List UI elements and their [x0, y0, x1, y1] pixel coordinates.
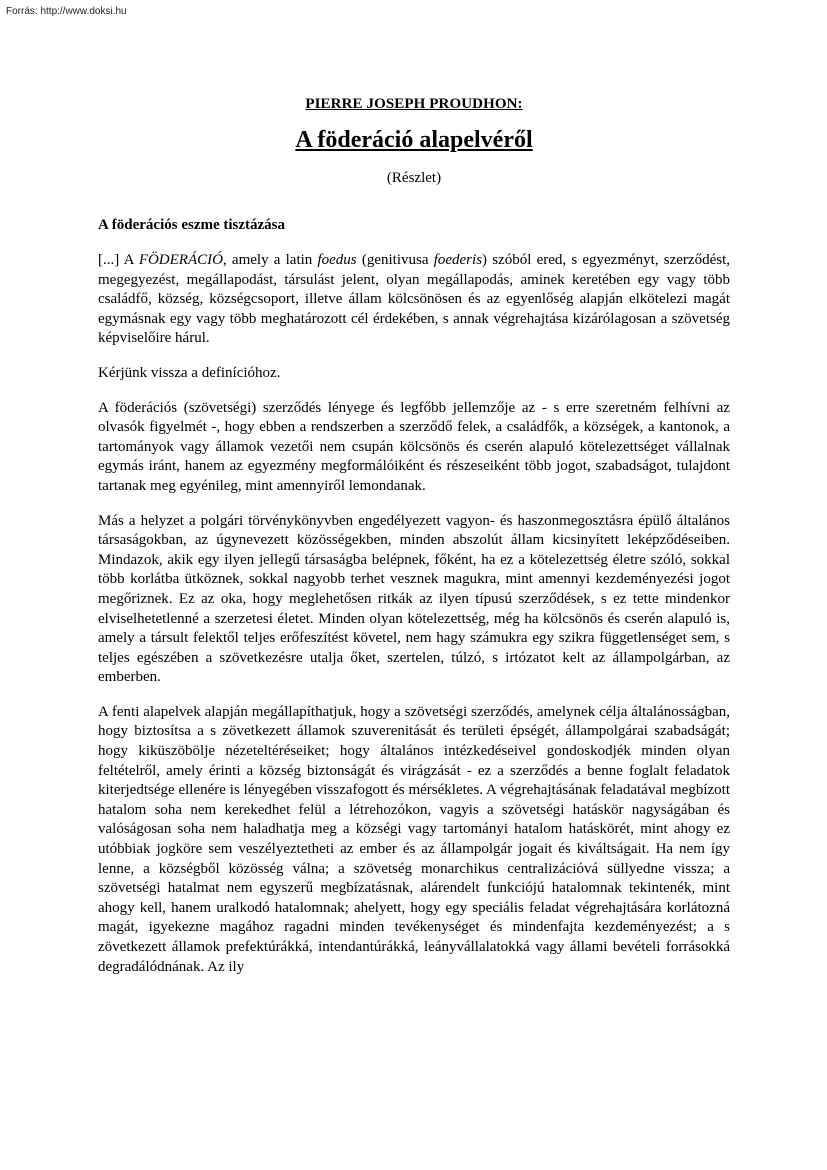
paragraph-1 [98, 251, 730, 349]
paragraph-5: A fenti alapelvek alapján megállapíthatjuk, hogy a szövetségi szerződés, amelynek célja általánosságban, hogy biztosítsa a s zövetkezett államok szuverenitását és területi épségét, állampolgárai szabadságát; hogy kiküszöbölje nézeteltéréseiket; hogy általános intézkedéseivel gondoskodjék minden olyan feltételről, amely érinti a község biztonságát és virágzását - ez a szerződés a benne foglalt feladatok kiterjedtsége ellenére is lényegében visszafogott és mérsékletes. A végrehajtásának feladatával megbízott hatalom soha nem kerekedhet felül a létrehozókon, vagyis a szövetségi hatáskör nagyságában és valóságosan soha nem haladhatja meg a községi vagy tartományi hatalom hatáskörét, mint ahogy ez utóbbiak jogköre sem veszélyeztetheti az ember és az állampolgár jogait és kiváltságait. Ha nem így lenne, a községből közösség válna; a szövetség monarchikus centralizációvá süllyedne vissza; a szövetségi hatalmat nem egyszerű megbízatásnak, alárendelt funkciójú hatalomnak tekintenék, mint ahogy kell, hanem uralkodó hatalomnak; ahelyett, hogy egy speciális feladat végrehajtására korlátozná magát, igyekezne magához ragadni minden tevékenységet és mindenfajta kezdeményezést; a s zövetkezett államok prefektúrákká, intendantúrákká, leányvállalatokká vagy állami bevételi forrásokká degradálódnának. Az ily [98, 703, 730, 975]
document-title: A föderáció alapelvéről [295, 127, 533, 153]
paragraph-2: Kérjünk vissza a definícióhoz. [98, 364, 281, 381]
author-heading: PIERRE JOSEPH PROUDHON: [305, 96, 523, 112]
paragraph-1-term-foedus: foedus [317, 252, 357, 268]
document-subtitle: (Részlet) [386, 170, 442, 186]
paragraph-1-text-3: (genitivusa [356, 252, 434, 268]
paragraph-1-term-foederis: foederis [433, 252, 483, 268]
paragraph-1-text-4: ) szóból ered, s egyezményt, szerződést, megegyezést, megállapodást, társulást jelent, olyan megállapodás, aminek keretében egy vagy több családfő, község, községcsoport, illetve állam kölcsönösen és az egyenlőség alapján elkötelezi magát egymásnak egy vagy több meghatározott cél érdekében, s annak végrehajtása kizárólagosan a szövetség képviselőire hárul. [98, 252, 731, 347]
source-label: Forrás: http://www.doksi.hu [6, 6, 127, 17]
paragraph-1-text-1: [...] A [98, 252, 139, 268]
paragraph-1-text-2: , amely a latin [222, 252, 318, 268]
section-heading: A föderációs eszme tisztázása [98, 217, 286, 233]
paragraph-4: Más a helyzet a polgári törvénykönyvben engedélyezett vagyon- és haszonmegosztásra épülő általános társaságokban, az úgynevezett közösségekben, minden abszolút állam kicsinyített leképződéseiben. Mindazok, akik egy ilyen jellegű társaságba belépnek, főként, ha ez a kötelezettség életre szóló, sokkal több korlátba ütköznek, sokkal nagyobb terhet vesznek magukra, mint amennyi kezdeményezési jogot megőriznek. Ez az oka, hogy meglehetősen ritkák az ilyen típusú szerződések, s ez tette mindenkor elviselhetetlenné a szerzetesi életet. Minden olyan kötelezettség, még ha kölcsönös és cserén alapuló is, amely a társult felektől teljes erőfeszítést követel, nem hagy számukra egy szikra függetlenséget sem, s teljes egészében a szövetkezésre utalja őket, szertelen, túlzó, s irtózatot kelt az állampolgárban, az emberben. [98, 512, 730, 686]
paragraph-3: A föderációs (szövetségi) szerződés lényege és legfőbb jellemzője az - s erre szeretném felhívni az olvasók figyelmét -, hogy ebben a rendszerben a szerződő felek, a családfők, a községek, a kantonok, a tartományok vagy államok vezetői nem csupán kölcsönös és cserén alapuló kötelezettséget vállalnak egymás iránt, hanem az egyezmény megformálóiként és részeseiként több jogot, szabadságot, tulajdont tartanak meg egyénileg, mint amennyiről lemondanak. [98, 399, 730, 494]
paragraph-1-term-federation: FÖDERÁCIÓ [138, 252, 223, 268]
document-page [98, 96, 730, 992]
